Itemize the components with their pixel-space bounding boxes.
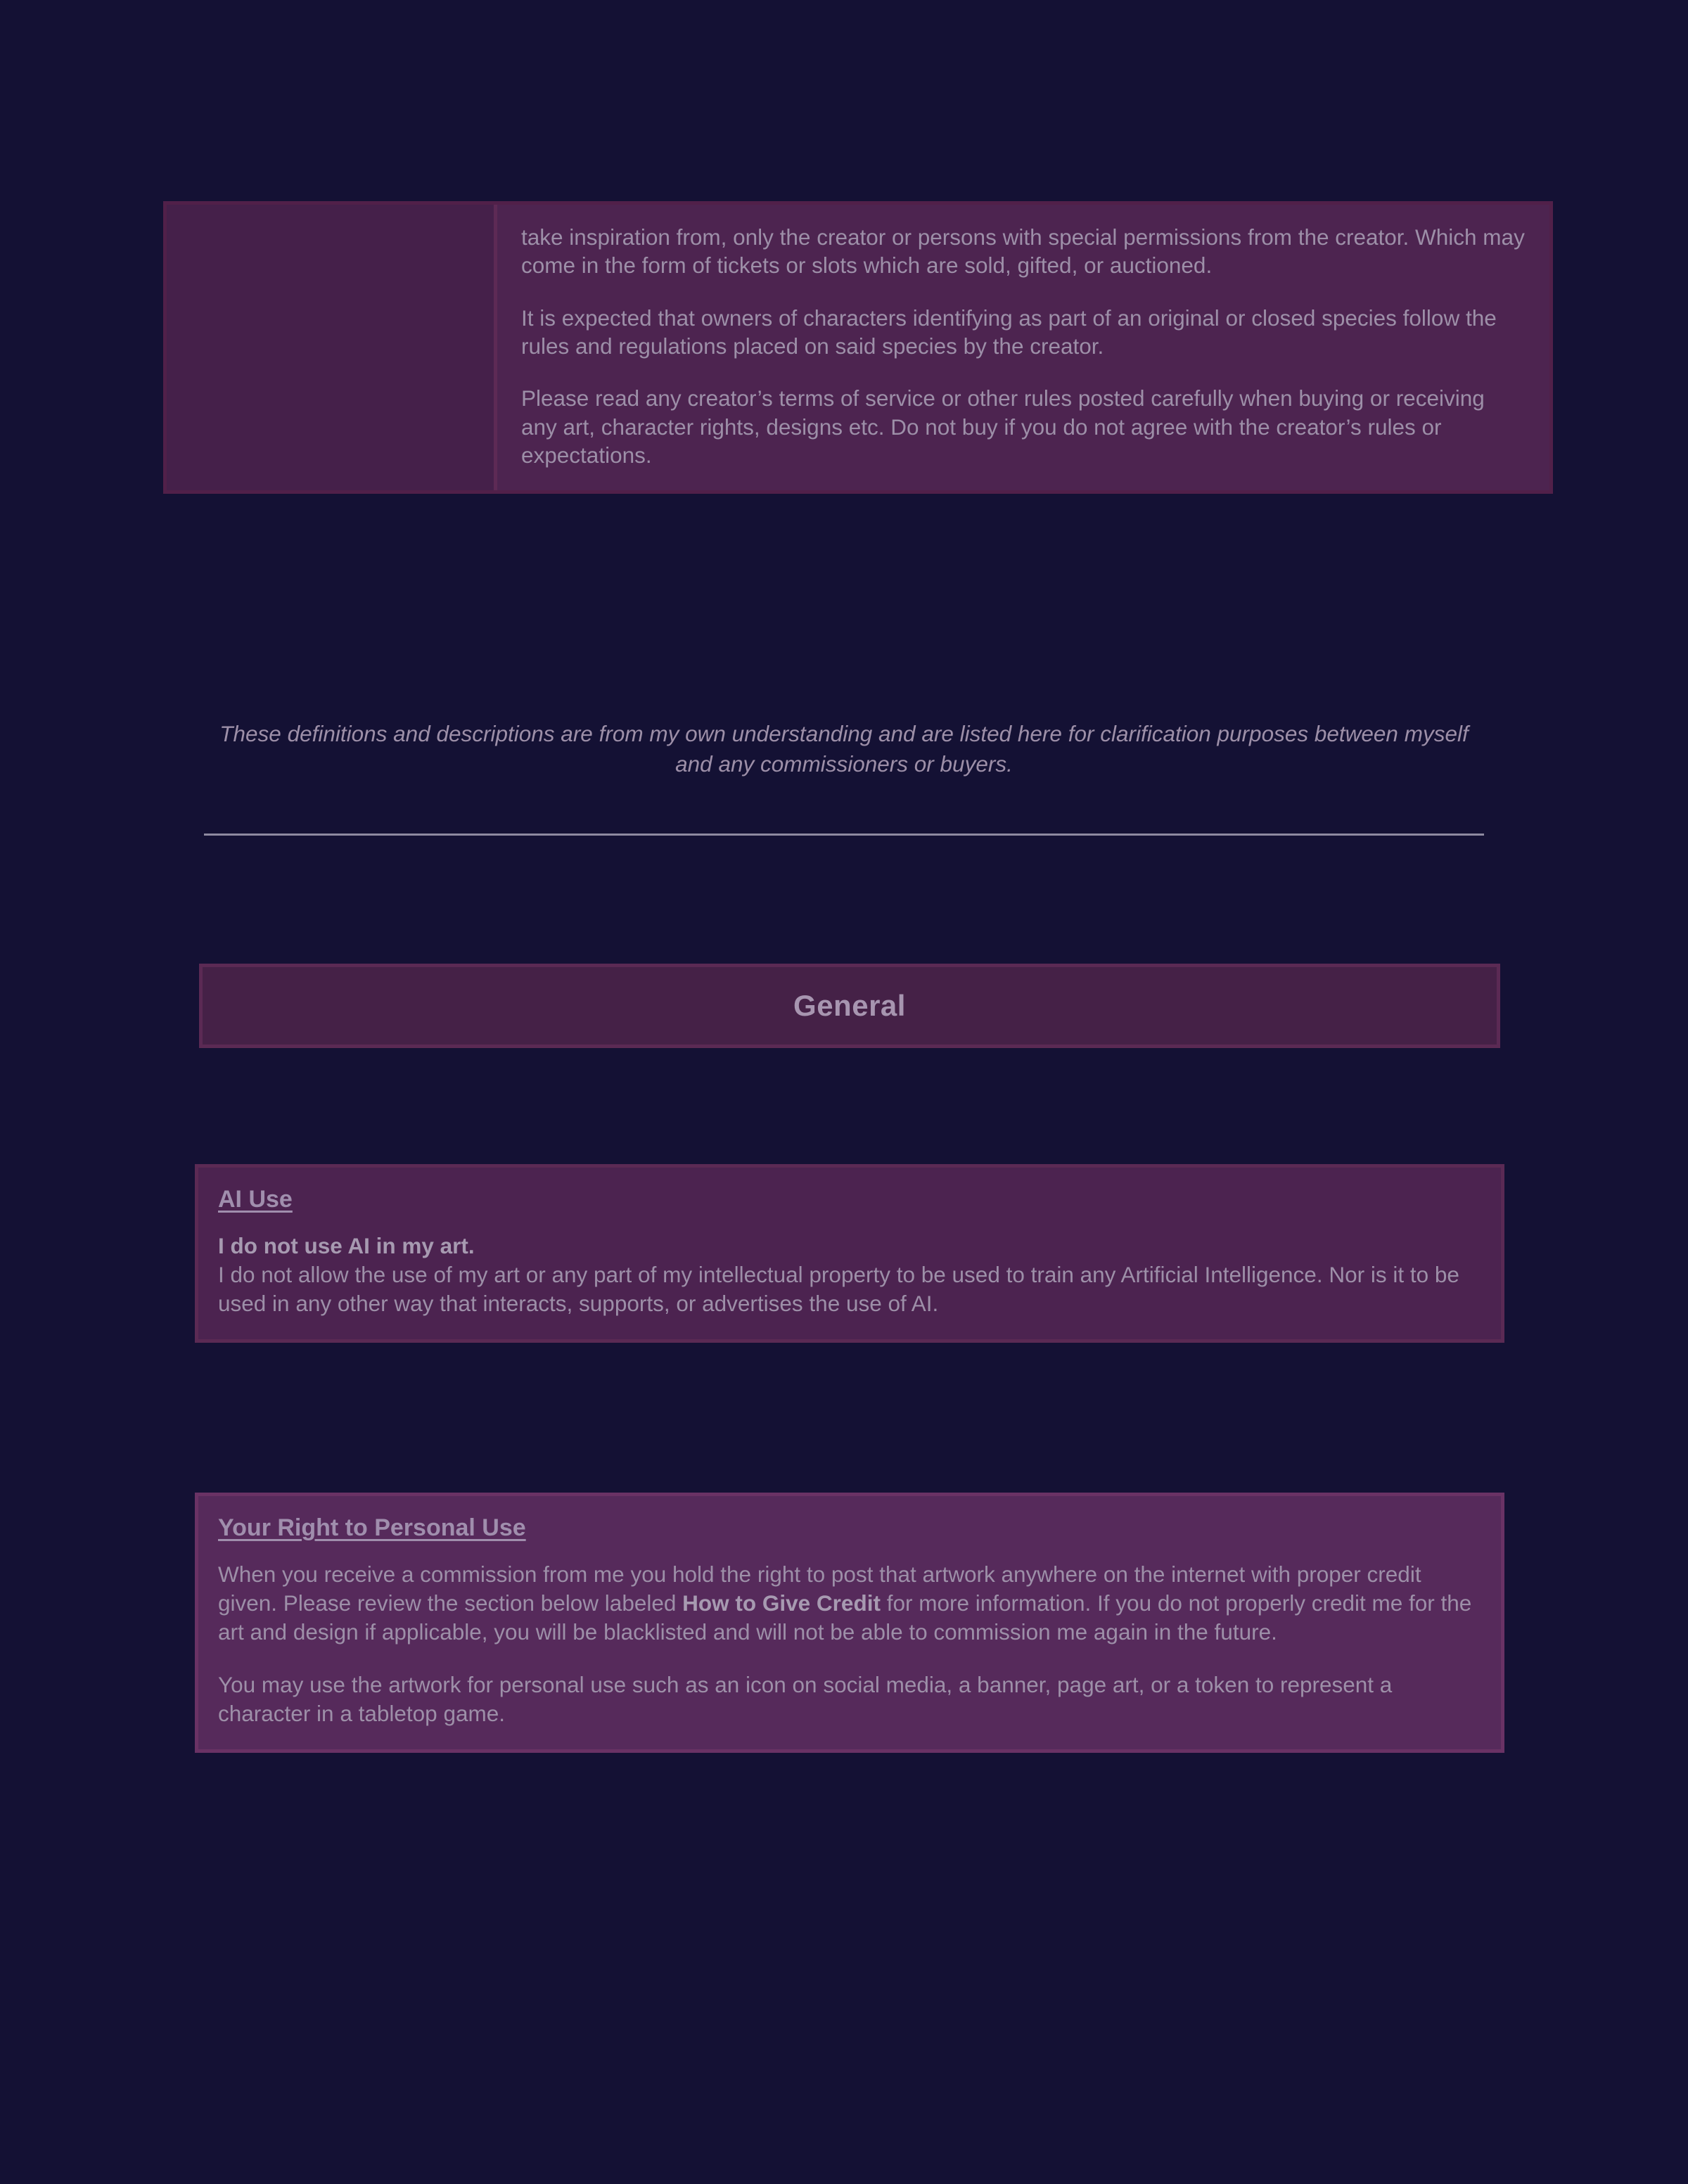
paragraph-bold-credit: How to Give Credit [682, 1590, 881, 1616]
section-ai-use-body: I do not allow the use of my art or any part of my intellectual property to be used to train any Artificial Intelligence. Nor is it to be used in any other way that interacts, supports, or advertises the use of AI. [218, 1261, 1459, 1316]
table-cell-label [167, 205, 497, 490]
table-paragraph: take inspiration from, only the creator or persons with special permissions from the creator. Which may come in the form of tickets or slots which are sold, gifted, or auctioned. [521, 224, 1525, 279]
clarification-note: These definitions and descriptions are from my own understanding and are listed here for clarification purposes between myself and any commissioners or buyers. [219, 721, 1469, 777]
general-section-title: General [793, 989, 906, 1022]
paragraph-part-2: for more information. If you do not properly credit me for the art and design if applicable, you will be blacklisted and will not be able to commission me again in the future. [218, 1590, 1472, 1645]
general-section-banner [199, 964, 1500, 1048]
section-personal-use [195, 1493, 1504, 1753]
section-personal-use-paragraph-2: You may use the artwork for personal use such as an icon on social media, a banner, page art, or a token to represent a character in a tabletop game. [218, 1671, 1393, 1726]
paragraph-part-1: When you receive a commission from me you hold the right to post that artwork anywhere on the internet with proper credit given. Please review the section below labeled [218, 1562, 1421, 1616]
section-personal-use-heading: Your Right to Personal Use [218, 1514, 526, 1541]
table-paragraph: It is expected that owners of characters identifying as part of an original or closed species follow the rules and regulations placed on said species by the creator. [521, 305, 1497, 359]
section-divider [204, 834, 1484, 836]
table-paragraph: Please read any creator’s terms of service or other rules posted carefully when buying or receiving any art, character rights, designs etc. Do not buy if you do not agree with the creator’s rules or expectations. [521, 385, 1485, 468]
section-ai-use-heading: AI Use [218, 1186, 293, 1213]
table-cell-content [497, 205, 1549, 490]
definitions-table [163, 201, 1553, 494]
section-ai-use-lead [218, 1232, 1481, 1260]
section-ai-use-lead-text: I do not use AI in my art. [218, 1233, 475, 1258]
section-personal-use-paragraph-1 [218, 1560, 1481, 1647]
section-ai-use [195, 1164, 1504, 1343]
